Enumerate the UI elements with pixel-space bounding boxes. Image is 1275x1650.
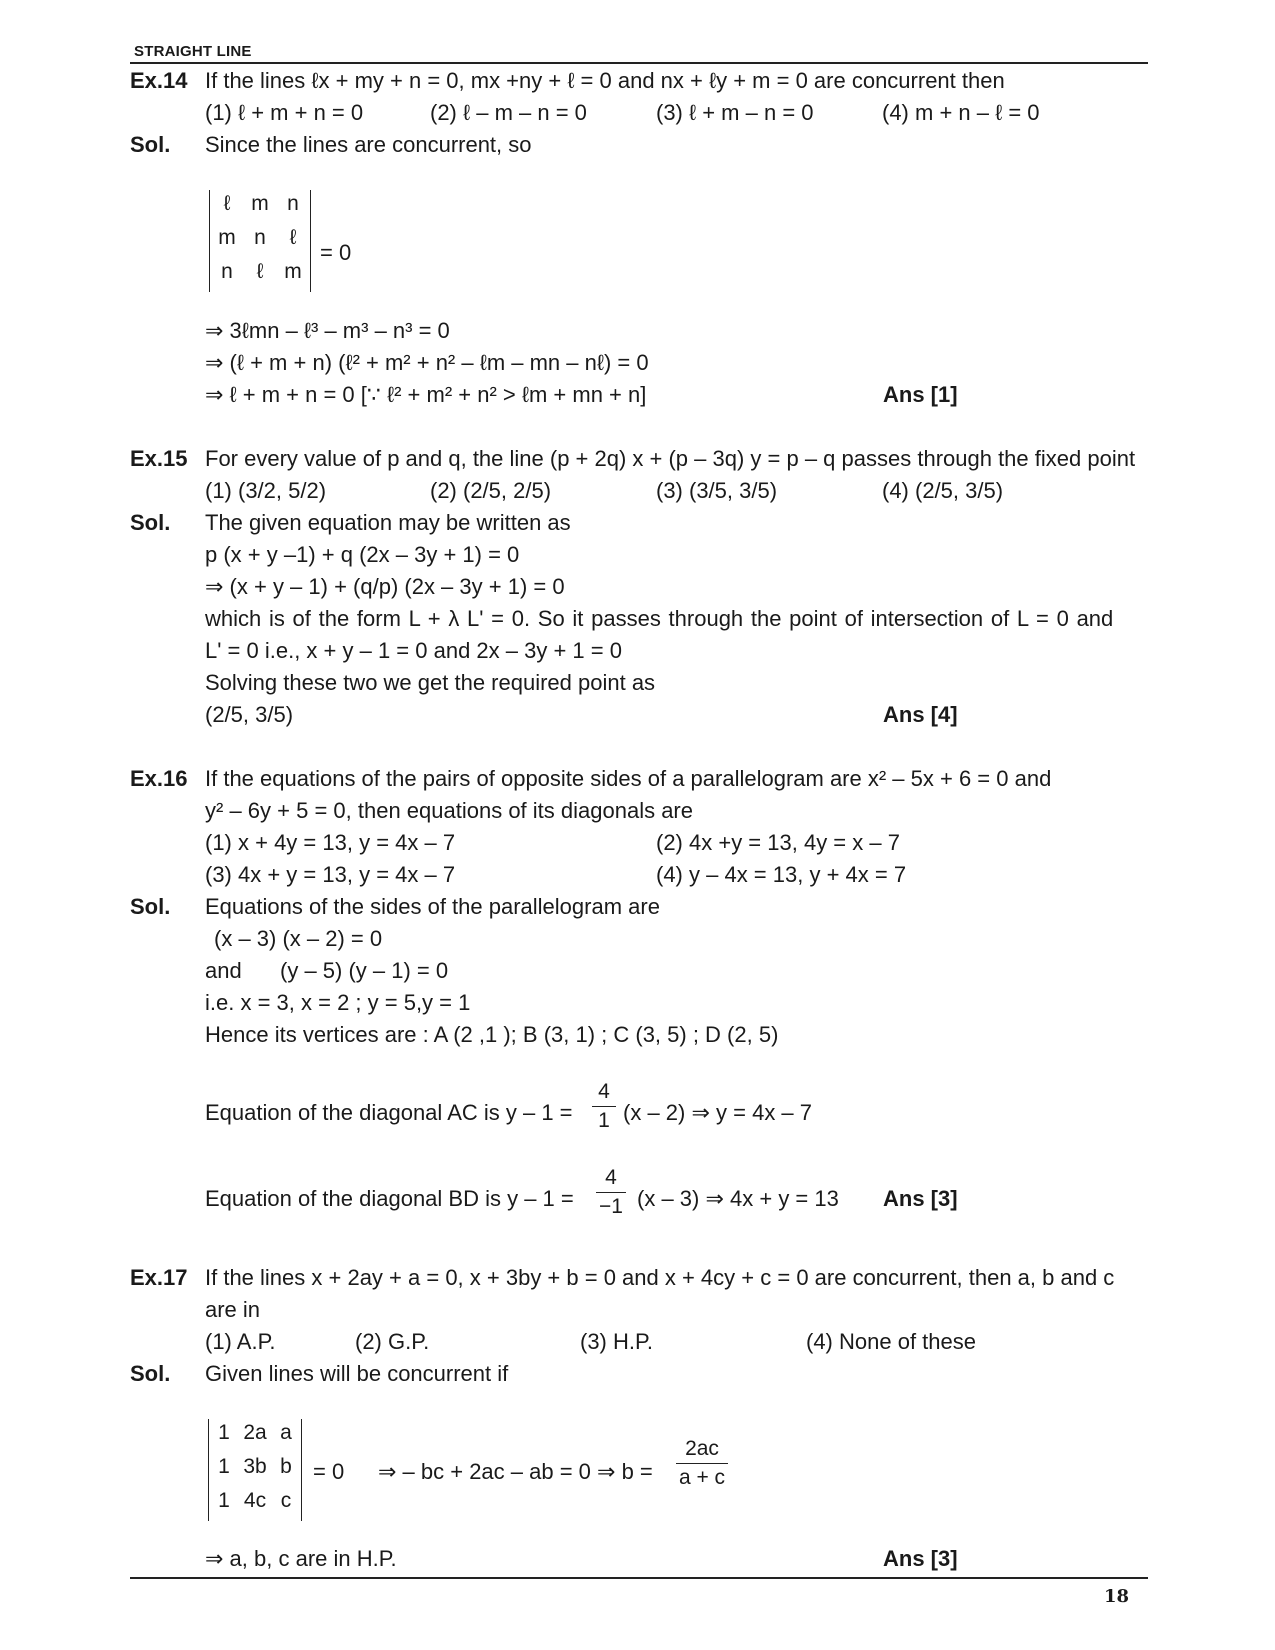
ex17-option-3: (3) H.P. [580, 1329, 653, 1354]
ex16-option-2: (2) 4x +y = 13, 4y = x – 7 [656, 830, 900, 855]
ex17-sol-label: Sol. [130, 1361, 171, 1386]
ex16-sol-line: and [205, 958, 242, 983]
ex17-question-line-2: are in [205, 1297, 261, 1322]
ex16-sol-line: i.e. x = 3, x = 2 ; y = 5,y = 1 [205, 990, 471, 1015]
ex17-answer: Ans [3] [883, 1546, 958, 1571]
det-cell: 1 [218, 1455, 230, 1478]
fraction-bar [592, 1106, 616, 1107]
ex17-fraction [676, 1437, 728, 1490]
ex14-answer: Ans [1] [883, 382, 958, 407]
ex16-sol-line: (y – 5) (y – 1) = 0 [280, 958, 449, 983]
fraction-bar [676, 1463, 728, 1464]
det-cell: ℓ [223, 192, 231, 215]
ex15-sol-label: Sol. [130, 510, 171, 535]
ex15-answer: Ans [4] [883, 702, 958, 727]
det-cell: n [254, 226, 266, 249]
ex14-determinant [209, 190, 311, 292]
fraction-bar [596, 1192, 626, 1193]
det-cell: 3b [243, 1455, 267, 1478]
ex14-sol-label: Sol. [130, 132, 171, 157]
ex16-question-line-1: If the equations of the pairs of opposite sides of a parallelogram are x² – 5x + 6 = 0 and [205, 766, 1052, 791]
ex16-sol-line: Equations of the sides of the parallelogram are [205, 894, 660, 919]
ex17-sol-line: Given lines will be concurrent if [205, 1361, 509, 1386]
ex16-diag-bd-fraction [596, 1166, 626, 1219]
page-number: 18 [1103, 1586, 1129, 1607]
ex16-sol-label: Sol. [130, 894, 171, 919]
ex17-option-2: (2) G.P. [355, 1329, 430, 1354]
det-cell: c [280, 1489, 292, 1512]
fraction-denominator: −1 [599, 1195, 623, 1218]
ex14-option-3: (3) ℓ + m – n = 0 [656, 100, 814, 125]
ex15-question: For every value of p and q, the line (p + 2q) x + (p – 3q) y = p – q passes through the fixed point [205, 446, 1136, 471]
det-cell: m [251, 192, 269, 215]
ex15-sol-line: p (x + y –1) + q (2x – 3y + 1) = 0 [205, 542, 520, 567]
ex14-option-1: (1) ℓ + m + n = 0 [205, 100, 364, 125]
ex15-option-1: (1) (3/2, 5/2) [205, 478, 327, 503]
det-cell: 1 [218, 1421, 230, 1444]
header-rule [130, 62, 1148, 64]
ex17-det-equals: = 0 [313, 1459, 345, 1484]
ex17-question-line-1: If the lines x + 2ay + a = 0, x + 3by + b = 0 and x + 4cy + c = 0 are concurrent, then a, b and c [205, 1265, 1115, 1290]
ex16-diag-ac-text: Equation of the diagonal AC is y – 1 = [205, 1100, 573, 1125]
ex15-sol-line: The given equation may be written as [205, 510, 571, 535]
det-cell: a [280, 1421, 292, 1444]
ex14-step-1: ⇒ 3ℓmn – ℓ³ – m³ – n³ = 0 [205, 318, 450, 343]
ex16-option-4: (4) y – 4x = 13, y + 4x = 7 [656, 862, 907, 887]
ex15-option-2: (2) (2/5, 2/5) [430, 478, 552, 503]
ex14-option-2: (2) ℓ – m – n = 0 [430, 100, 587, 125]
running-header: STRAIGHT LINE [134, 43, 252, 60]
ex14-label: Ex.14 [130, 68, 188, 93]
ex15-sol-line: Solving these two we get the required point as [205, 670, 656, 695]
fraction-numerator: 4 [598, 1080, 610, 1103]
det-cell: 1 [218, 1489, 230, 1512]
ex14-det-equals: = 0 [320, 240, 352, 265]
ex17-option-1: (1) A.P. [205, 1329, 276, 1354]
ex17-label: Ex.17 [130, 1265, 188, 1290]
ex16-diag-bd-result: (x – 3) ⇒ 4x + y = 13 [637, 1186, 839, 1211]
ex14-question: If the lines ℓx + my + n = 0, mx +ny + ℓ = 0 and nx + ℓy + m = 0 are concurrent then [205, 68, 1005, 93]
ex15-sol-line: (2/5, 3/5) [205, 702, 294, 727]
ex17-conclusion: ⇒ a, b, c are in H.P. [205, 1546, 397, 1571]
ex16-label: Ex.16 [130, 766, 188, 791]
det-cell: ℓ [256, 260, 264, 283]
ex16-option-3: (3) 4x + y = 13, y = 4x – 7 [205, 862, 456, 887]
ex14-step-2: ⇒ (ℓ + m + n) (ℓ² + m² + n² – ℓm – mn – nℓ) = 0 [205, 350, 649, 375]
ex17-determinant [208, 1419, 302, 1521]
ex15-sol-line: ⇒ (x + y – 1) + (q/p) (2x – 3y + 1) = 0 [205, 574, 565, 599]
ex17-option-4: (4) None of these [806, 1329, 976, 1354]
footer-rule [130, 1577, 1148, 1579]
ex16-option-1: (1) x + 4y = 13, y = 4x – 7 [205, 830, 456, 855]
det-cell: 4c [243, 1489, 267, 1512]
ex14-step-3: ⇒ ℓ + m + n = 0 [∵ ℓ² + m² + n² > ℓm + mn + n] [205, 382, 647, 407]
ex14-sol-line: Since the lines are concurrent, so [205, 132, 532, 157]
det-cell: 2a [243, 1421, 267, 1444]
fraction-denominator: 1 [598, 1109, 610, 1132]
ex14-option-4: (4) m + n – ℓ = 0 [882, 100, 1040, 125]
ex15-sol-line: L' = 0 i.e., x + y – 1 = 0 and 2x – 3y + 1 = 0 [205, 638, 622, 663]
fraction-numerator: 2ac [685, 1437, 719, 1460]
det-cell: n [287, 192, 299, 215]
det-cell: m [218, 226, 236, 249]
ex17-implication: ⇒ – bc + 2ac – ab = 0 ⇒ b = [378, 1459, 653, 1484]
det-cell: b [280, 1455, 292, 1478]
ex15-option-4: (4) (2/5, 3/5) [882, 478, 1004, 503]
fraction-denominator: a + c [678, 1466, 726, 1489]
ex16-sol-line: Hence its vertices are : A (2 ,1 ); B (3, 1) ; C (3, 5) ; D (2, 5) [205, 1022, 779, 1047]
ex15-option-3: (3) (3/5, 3/5) [656, 478, 778, 503]
ex16-diag-ac-result: (x – 2) ⇒ y = 4x – 7 [623, 1100, 813, 1125]
det-cell: ℓ [289, 226, 297, 249]
det-cell: n [221, 260, 233, 283]
ex15-label: Ex.15 [130, 446, 188, 471]
ex15-sol-line: which is of the form L + λ L' = 0. So it passes through the point of intersection of L = 0 and [205, 606, 1114, 631]
ex16-answer: Ans [3] [883, 1186, 958, 1211]
ex16-question-line-2: y² – 6y + 5 = 0, then equations of its diagonals are [205, 798, 693, 823]
ex16-diag-ac-fraction [592, 1080, 616, 1133]
ex16-diag-bd-text: Equation of the diagonal BD is y – 1 = [205, 1186, 574, 1211]
fraction-numerator: 4 [605, 1166, 617, 1189]
ex16-sol-line: (x – 3) (x – 2) = 0 [214, 926, 383, 951]
det-cell: m [284, 260, 302, 283]
